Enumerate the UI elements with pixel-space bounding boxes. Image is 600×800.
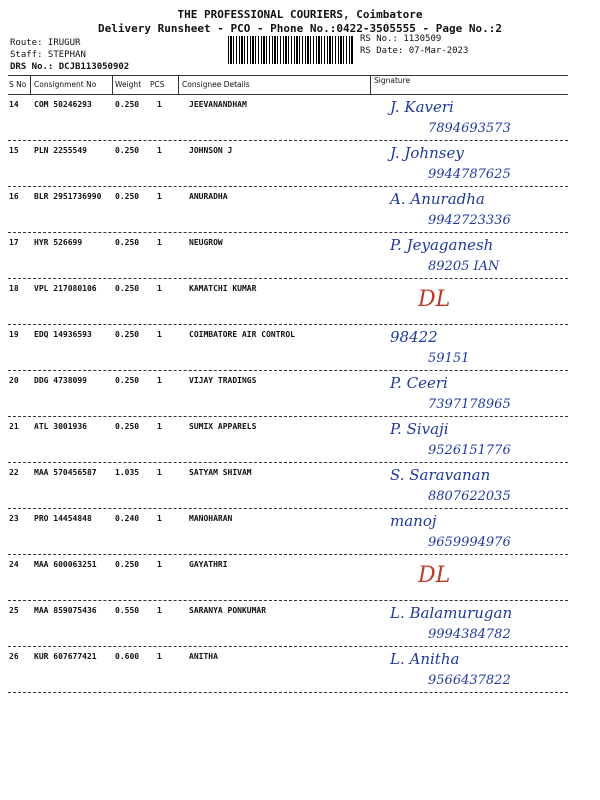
header-pcs: PCS: [150, 80, 165, 89]
consignment-number: MAA 859075436: [34, 606, 97, 615]
signature-handwriting: [378, 232, 578, 276]
signature-phone: 9526151776: [428, 443, 511, 458]
signature-phone: 9944787625: [428, 167, 511, 182]
header-consignee: Consignee Details: [182, 80, 250, 89]
consignee-name: JOHNSON J: [189, 146, 233, 155]
signature-phone: 9659994976: [428, 535, 511, 550]
row-sno: 17: [9, 238, 19, 247]
weight-value: 0.250: [115, 146, 140, 155]
consignee-name: MANOHARAN: [189, 514, 233, 523]
consignee-name: COIMBATORE AIR CONTROL: [189, 330, 295, 339]
signature-phone: 89205 IAN: [428, 259, 500, 274]
signature-name: DL: [418, 563, 451, 588]
consignment-number: BLR 2951736990: [34, 192, 102, 201]
weight-value: 0.250: [115, 376, 140, 385]
row-sno: 20: [9, 376, 19, 385]
signature-name: L. Balamurugan: [390, 604, 513, 622]
pcs-value: 1: [157, 652, 162, 661]
signature-name: J. Johnsey: [390, 144, 464, 162]
signature-handwriting: [378, 646, 578, 690]
rs-date: RS Date: 07-Mar-2023: [360, 46, 469, 56]
signature-name: J. Kaveri: [390, 98, 454, 116]
consignee-name: VIJAY TRADINGS: [189, 376, 257, 385]
pcs-value: 1: [157, 422, 162, 431]
signature-name: S. Saravanan: [390, 466, 491, 484]
pcs-value: 1: [157, 284, 162, 293]
consignee-name: SARANYA PONKUMAR: [189, 606, 267, 615]
column-divider: [30, 75, 31, 95]
signature-phone: 9994384782: [428, 627, 511, 642]
consignment-number: ATL 3001936: [34, 422, 87, 431]
header-sno: S No: [9, 80, 27, 89]
consignment-number: EDQ 14936593: [34, 330, 92, 339]
pcs-value: 1: [157, 560, 162, 569]
signature-phone: 59151: [428, 351, 470, 366]
signature-handwriting: [378, 370, 578, 414]
weight-value: 0.250: [115, 560, 140, 569]
consignee-name: JEEVANANDHAM: [189, 100, 247, 109]
row-sno: 19: [9, 330, 19, 339]
row-sno: 18: [9, 284, 19, 293]
column-divider: [112, 75, 113, 95]
consignment-number: PLN 2255549: [34, 146, 87, 155]
consignment-number: KUR 607677421: [34, 652, 97, 661]
row-separator: [8, 692, 568, 693]
header-top-rule: [8, 75, 568, 76]
row-sno: 14: [9, 100, 19, 109]
signature-handwriting: [378, 416, 578, 460]
row-sno: 23: [9, 514, 19, 523]
weight-value: 0.250: [115, 100, 140, 109]
consignment-number: MAA 600063251: [34, 560, 97, 569]
barcode: [228, 36, 353, 64]
signature-handwriting: [378, 324, 578, 368]
row-sno: 21: [9, 422, 19, 431]
row-sno: 24: [9, 560, 19, 569]
consignment-number: COM 50246293: [34, 100, 92, 109]
signature-handwriting: [378, 278, 578, 322]
table-row: [0, 652, 600, 698]
weight-value: 0.250: [115, 192, 140, 201]
signature-name: DL: [418, 287, 451, 312]
signature-phone: 9566437822: [428, 673, 511, 688]
consignee-name: NEUGROW: [189, 238, 223, 247]
weight-value: 0.250: [115, 422, 140, 431]
header-signature: Signature: [374, 76, 411, 85]
consignee-name: SUMIX APPARELS: [189, 422, 257, 431]
pcs-value: 1: [157, 238, 162, 247]
signature-handwriting: [378, 600, 578, 644]
pcs-value: 1: [157, 100, 162, 109]
weight-value: 0.250: [115, 330, 140, 339]
signature-handwriting: [378, 462, 578, 506]
weight-value: 0.240: [115, 514, 140, 523]
signature-handwriting: [378, 94, 578, 138]
consignee-name: SATYAM SHIVAM: [189, 468, 252, 477]
consignment-number: MAA 570456587: [34, 468, 97, 477]
row-sno: 25: [9, 606, 19, 615]
signature-handwriting: [378, 140, 578, 184]
pcs-value: 1: [157, 514, 162, 523]
weight-value: 0.250: [115, 238, 140, 247]
drs-number: DRS No.: DCJB113050902: [10, 62, 130, 72]
consignment-number: HYR 526699: [34, 238, 83, 247]
rs-number: RS No.: 1130509: [360, 34, 442, 44]
pcs-value: 1: [157, 330, 162, 339]
signature-phone: 8807622035: [428, 489, 511, 504]
signature-name: manoj: [390, 512, 437, 530]
signature-name: L. Anitha: [390, 650, 460, 668]
weight-value: 0.550: [115, 606, 140, 615]
pcs-value: 1: [157, 376, 162, 385]
header-weight: Weight: [115, 80, 142, 89]
weight-value: 1.035: [115, 468, 140, 477]
consignee-name: ANITHA: [189, 652, 218, 661]
signature-handwriting: [378, 508, 578, 552]
consignee-name: ANURADHA: [189, 192, 228, 201]
consignment-number: DDG 4738099: [34, 376, 87, 385]
weight-value: 0.250: [115, 284, 140, 293]
signature-phone: 9942723336: [428, 213, 511, 228]
row-sno: 26: [9, 652, 19, 661]
signature-phone: 7397178965: [428, 397, 511, 412]
signature-name: P. Jeyaganesh: [390, 236, 494, 254]
row-sno: 16: [9, 192, 19, 201]
signature-name: P. Sivaji: [390, 420, 449, 438]
column-divider: [178, 75, 179, 95]
signature-name: P. Ceeri: [390, 374, 448, 392]
pcs-value: 1: [157, 192, 162, 201]
signature-name: A. Anuradha: [390, 190, 485, 208]
consignment-number: PRO 14454848: [34, 514, 92, 523]
route-label: Route: IRUGUR: [10, 38, 81, 48]
staff-label: Staff: STEPHAN: [10, 50, 86, 60]
pcs-value: 1: [157, 606, 162, 615]
signature-phone: 7894693573: [428, 121, 511, 136]
signature-handwriting: [378, 186, 578, 230]
signature-name: 98422: [390, 328, 438, 346]
pcs-value: 1: [157, 146, 162, 155]
consignee-name: KAMATCHI KUMAR: [189, 284, 257, 293]
runsheet-subtitle: Delivery Runsheet - PCO - Phone No.:0422-3505555 - Page No.:2: [98, 22, 502, 35]
pcs-value: 1: [157, 468, 162, 477]
header-consignment: Consignment No: [34, 80, 97, 89]
signature-handwriting: [378, 554, 578, 598]
consignment-number: VPL 217080106: [34, 284, 97, 293]
consignee-name: GAYATHRI: [189, 560, 228, 569]
company-title: THE PROFESSIONAL COURIERS, Coimbatore: [177, 8, 423, 21]
row-sno: 22: [9, 468, 19, 477]
column-divider: [370, 75, 371, 95]
weight-value: 0.600: [115, 652, 140, 661]
row-sno: 15: [9, 146, 19, 155]
